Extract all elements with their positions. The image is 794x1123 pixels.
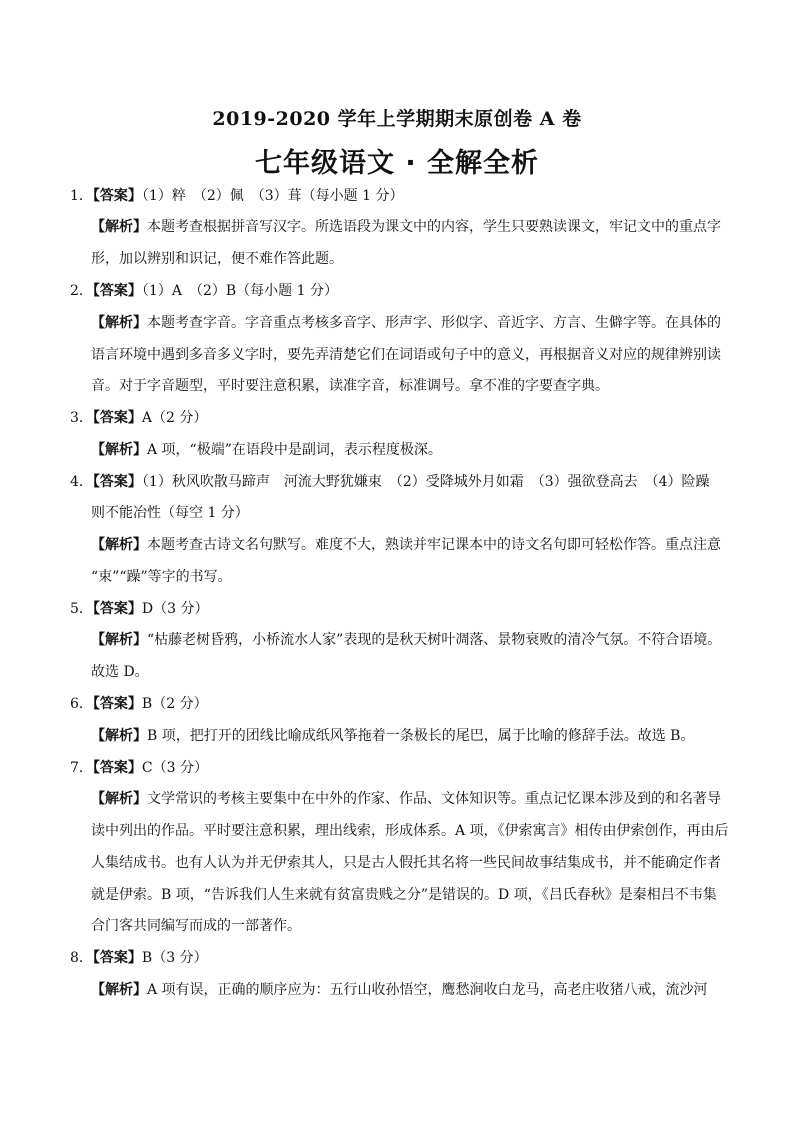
analysis-line: 故选 D。 bbox=[91, 664, 149, 680]
analysis-line: 【解析】B 项，把打开的团线比喻成纸风筝拖着一条极长的尾巴，属于比喻的修辞手法。故选 B。 bbox=[91, 728, 695, 744]
analysis-line: 【解析】本题考查古诗文名句默写。难度不大，熟读并牢记课本中的诗文名句即可轻松作答。重点注意 bbox=[91, 537, 721, 553]
analysis-line: “束”“躁”等字的书写。 bbox=[91, 569, 232, 585]
answer-line: 5．【答案】D（3 分） bbox=[70, 601, 209, 617]
answer-line: 7．【答案】C（3 分） bbox=[70, 760, 208, 776]
exam-subtitle: 2019-2020 学年上学期期末原创卷 A 卷 bbox=[212, 108, 582, 130]
answer-line: 则不能冶性（每空 1 分） bbox=[91, 505, 249, 521]
analysis-line: 【解析】A 项，“极端”在语段中是副词，表示程度极深。 bbox=[91, 442, 442, 458]
answer-line: 3．【答案】A（2 分） bbox=[70, 410, 208, 426]
answer-line: 1．【答案】（1）粹 （2）佩 （3）葺（每小题 1 分） bbox=[70, 188, 404, 204]
analysis-line: 人集结成书。也有人认为并无伊索其人，只是古人假托其名将一些民间故事结集成书，并不能确定作者 bbox=[91, 855, 721, 871]
answer-line: 4．【答案】（1）秋风吹散马蹄声 河流大野犹嫌束 （2）受降城外月如霜 （3）强欲登高去 （4）险躁 bbox=[70, 474, 710, 490]
analysis-line: 【解析】本题考查根据拼音写汉字。所选语段为课文中的内容，学生只要熟读课文，牢记文中的重点字 bbox=[91, 219, 721, 235]
analysis-line: 【解析】本题考查字音。字音重点考核多音字、形声字、形似字、音近字、方言、生僻字等。在具体的 bbox=[91, 315, 721, 331]
analysis-line: 合门客共同编写而成的一部著作。 bbox=[91, 918, 301, 934]
answer-line: 2．【答案】（1）A （2）B（每小题 1 分） bbox=[70, 283, 338, 299]
analysis-line: 【解析】A 项有误，正确的顺序应为：五行山收孙悟空，鹰愁涧收白龙马，高老庄收猪八戒，流沙河 bbox=[91, 982, 708, 998]
answer-line: 6．【答案】B（2 分） bbox=[70, 696, 208, 712]
analysis-line: 就是伊索。B 项，“告诉我们人生来就有贫富贵贱之分”是错误的。D 项，《吕氏春秋》是秦相吕不韦集 bbox=[91, 887, 717, 903]
analysis-line: 【解析】文学常识的考核主要集中在中外的作家、作品、文体知识等。重点记忆课本涉及到的和名著导 bbox=[91, 791, 721, 807]
analysis-line: 读中列出的作品。平时要注意积累，理出线索，形成体系。A 项，《伊索寓言》相传由伊索创作，再由后 bbox=[91, 823, 729, 839]
page-title: 七年级语文 · 全解全析 bbox=[254, 148, 540, 179]
analysis-line: 形，加以辨别和识记，便不难作答此题。 bbox=[91, 251, 343, 267]
analysis-line: 【解析】“枯藤老树昏鸦，小桥流水人家”表现的是秋天树叶凋落、景物衰败的清冷气氛。不符合语境。 bbox=[91, 632, 722, 648]
answer-line: 8．【答案】B（3 分） bbox=[70, 950, 208, 966]
analysis-line: 语言环境中遇到多音多义字时，要先弄清楚它们在词语或句子中的意义，再根据音义对应的规律辨别读 bbox=[91, 347, 721, 363]
analysis-line: 音。对于字音题型，平时要注意积累，读准字音，标准调号。拿不准的字要查字典。 bbox=[91, 378, 609, 394]
